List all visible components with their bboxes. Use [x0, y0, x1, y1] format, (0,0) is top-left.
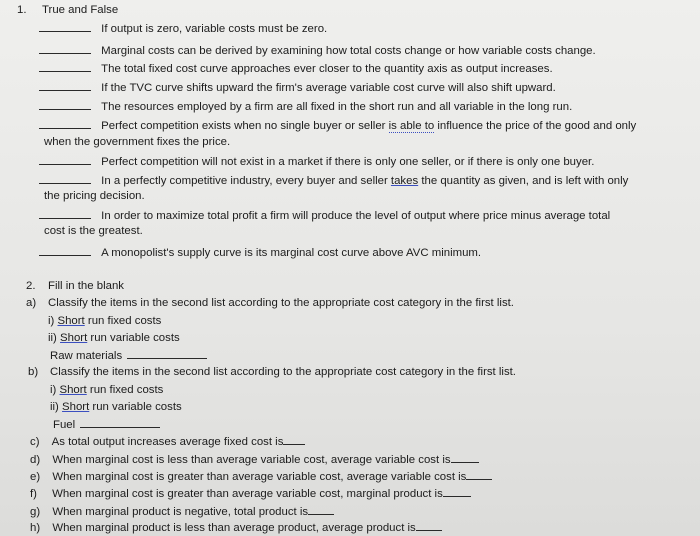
- part-g-label: g): [30, 506, 41, 518]
- section-1-title: True and False: [42, 4, 119, 16]
- part-b-label: b): [28, 366, 39, 378]
- tf-question-4: [39, 81, 556, 94]
- question-text: The total fixed cost curve approaches ever closer to the quantity axis as output increases.: [101, 63, 553, 75]
- part-e-label: e): [30, 471, 41, 483]
- part-a-category-2: [48, 332, 180, 344]
- part-h: [30, 521, 442, 534]
- part-c: [30, 435, 305, 448]
- section-2-number: 2.: [26, 280, 36, 292]
- answer-blank[interactable]: [39, 22, 91, 32]
- part-d-text: When marginal cost is less than average variable cost, average variable cost is: [52, 454, 451, 466]
- question-text-flagged: is able to: [388, 120, 435, 132]
- part-a-item: [50, 349, 207, 362]
- answer-blank[interactable]: [443, 487, 471, 497]
- category-rest: run variable costs: [89, 401, 182, 413]
- answer-blank[interactable]: [39, 209, 91, 219]
- question-text: influence the price of the good and only: [434, 120, 637, 132]
- answer-blank[interactable]: [39, 119, 91, 129]
- question-text: If the TVC curve shifts upward the firm's average variable cost curve will also shift upward.: [101, 82, 556, 94]
- question-text-flagged: takes: [390, 175, 419, 187]
- answer-blank[interactable]: [466, 470, 492, 480]
- part-b-text: Classify the items in the second list according to the appropriate cost category in the first list.: [50, 366, 516, 378]
- answer-blank[interactable]: [39, 62, 91, 72]
- category-rest: run fixed costs: [86, 384, 164, 396]
- category-word: Short: [62, 401, 90, 413]
- part-b-category-2: [50, 401, 182, 413]
- part-d-label: d): [30, 454, 41, 466]
- list-number: ii): [50, 401, 59, 413]
- answer-blank[interactable]: [39, 174, 91, 184]
- answer-blank[interactable]: [39, 155, 91, 165]
- item-text: Raw materials: [50, 350, 123, 362]
- question-text: In order to maximize total profit a firm will produce the level of output where price minus average total: [101, 210, 611, 222]
- question-text: The resources employed by a firm are all fixed in the short run and all variable in the long run.: [101, 101, 573, 113]
- answer-blank[interactable]: [127, 349, 207, 359]
- part-a-category-1: [48, 315, 161, 327]
- answer-blank[interactable]: [39, 100, 91, 110]
- part-f-text: When marginal cost is greater than average variable cost, marginal product is: [52, 488, 443, 500]
- part-c-label: c): [30, 436, 40, 448]
- answer-blank[interactable]: [80, 418, 160, 428]
- category-rest: run fixed costs: [84, 315, 162, 327]
- part-g-text: When marginal product is negative, total product is: [52, 506, 309, 518]
- category-word: Short: [57, 315, 85, 327]
- answer-blank[interactable]: [283, 435, 305, 445]
- category-word: Short: [59, 384, 87, 396]
- tf-question-9-continued: cost is the greatest.: [44, 225, 143, 237]
- answer-blank[interactable]: [451, 453, 479, 463]
- tf-question-9: [39, 209, 610, 222]
- list-number: i): [48, 315, 55, 327]
- tf-question-2: [39, 44, 596, 57]
- tf-question-6-continued: when the government fixes the price.: [44, 136, 231, 148]
- part-h-text: When marginal product is less than average product, average product is: [52, 522, 416, 534]
- part-f-label: f): [30, 488, 37, 500]
- answer-blank[interactable]: [39, 81, 91, 91]
- part-e-text: When marginal cost is greater than average variable cost, average variable cost is: [52, 471, 467, 483]
- part-f: [30, 487, 471, 500]
- category-word: Short: [60, 332, 88, 344]
- answer-blank[interactable]: [39, 44, 91, 54]
- tf-question-3: [39, 62, 553, 75]
- question-text: Perfect competition exists when no single buyer or seller: [101, 120, 389, 132]
- list-number: ii): [48, 332, 57, 344]
- tf-question-1: [39, 22, 327, 35]
- part-b-category-1: [50, 384, 163, 396]
- part-h-label: h): [30, 522, 41, 534]
- question-text: Perfect competition will not exist in a market if there is only one seller, or if there is only one buyer.: [101, 156, 595, 168]
- tf-question-5: [39, 100, 572, 113]
- tf-question-6: [39, 119, 636, 132]
- tf-question-7: [39, 155, 594, 168]
- tf-question-8: [39, 174, 628, 187]
- answer-blank[interactable]: [416, 521, 442, 531]
- part-e: [30, 470, 492, 483]
- list-number: i): [50, 384, 57, 396]
- question-text: the quantity as given, and is left with only: [418, 175, 629, 187]
- question-text: A monopolist's supply curve is its marginal cost curve above AVC minimum.: [101, 247, 482, 259]
- item-text: Fuel: [53, 419, 76, 431]
- part-a-label: a): [26, 297, 37, 309]
- question-text: If output is zero, variable costs must be zero.: [101, 23, 328, 35]
- part-d: [30, 453, 479, 466]
- question-text: Marginal costs can be derived by examining how total costs change or how variable costs change.: [101, 45, 596, 57]
- answer-blank[interactable]: [39, 246, 91, 256]
- tf-question-8-continued: the pricing decision.: [44, 190, 145, 202]
- part-c-text: As total output increases average fixed cost is: [51, 436, 284, 448]
- answer-blank[interactable]: [308, 505, 334, 515]
- part-g: [30, 505, 334, 518]
- tf-question-10: [39, 246, 481, 259]
- category-rest: run variable costs: [87, 332, 180, 344]
- section-1-number: 1.: [17, 4, 27, 16]
- part-b-item: [53, 418, 160, 431]
- part-a-text: Classify the items in the second list according to the appropriate cost category in the first list.: [48, 297, 514, 309]
- section-2-title: Fill in the blank: [48, 280, 124, 292]
- question-text: In a perfectly competitive industry, every buyer and seller: [101, 175, 391, 187]
